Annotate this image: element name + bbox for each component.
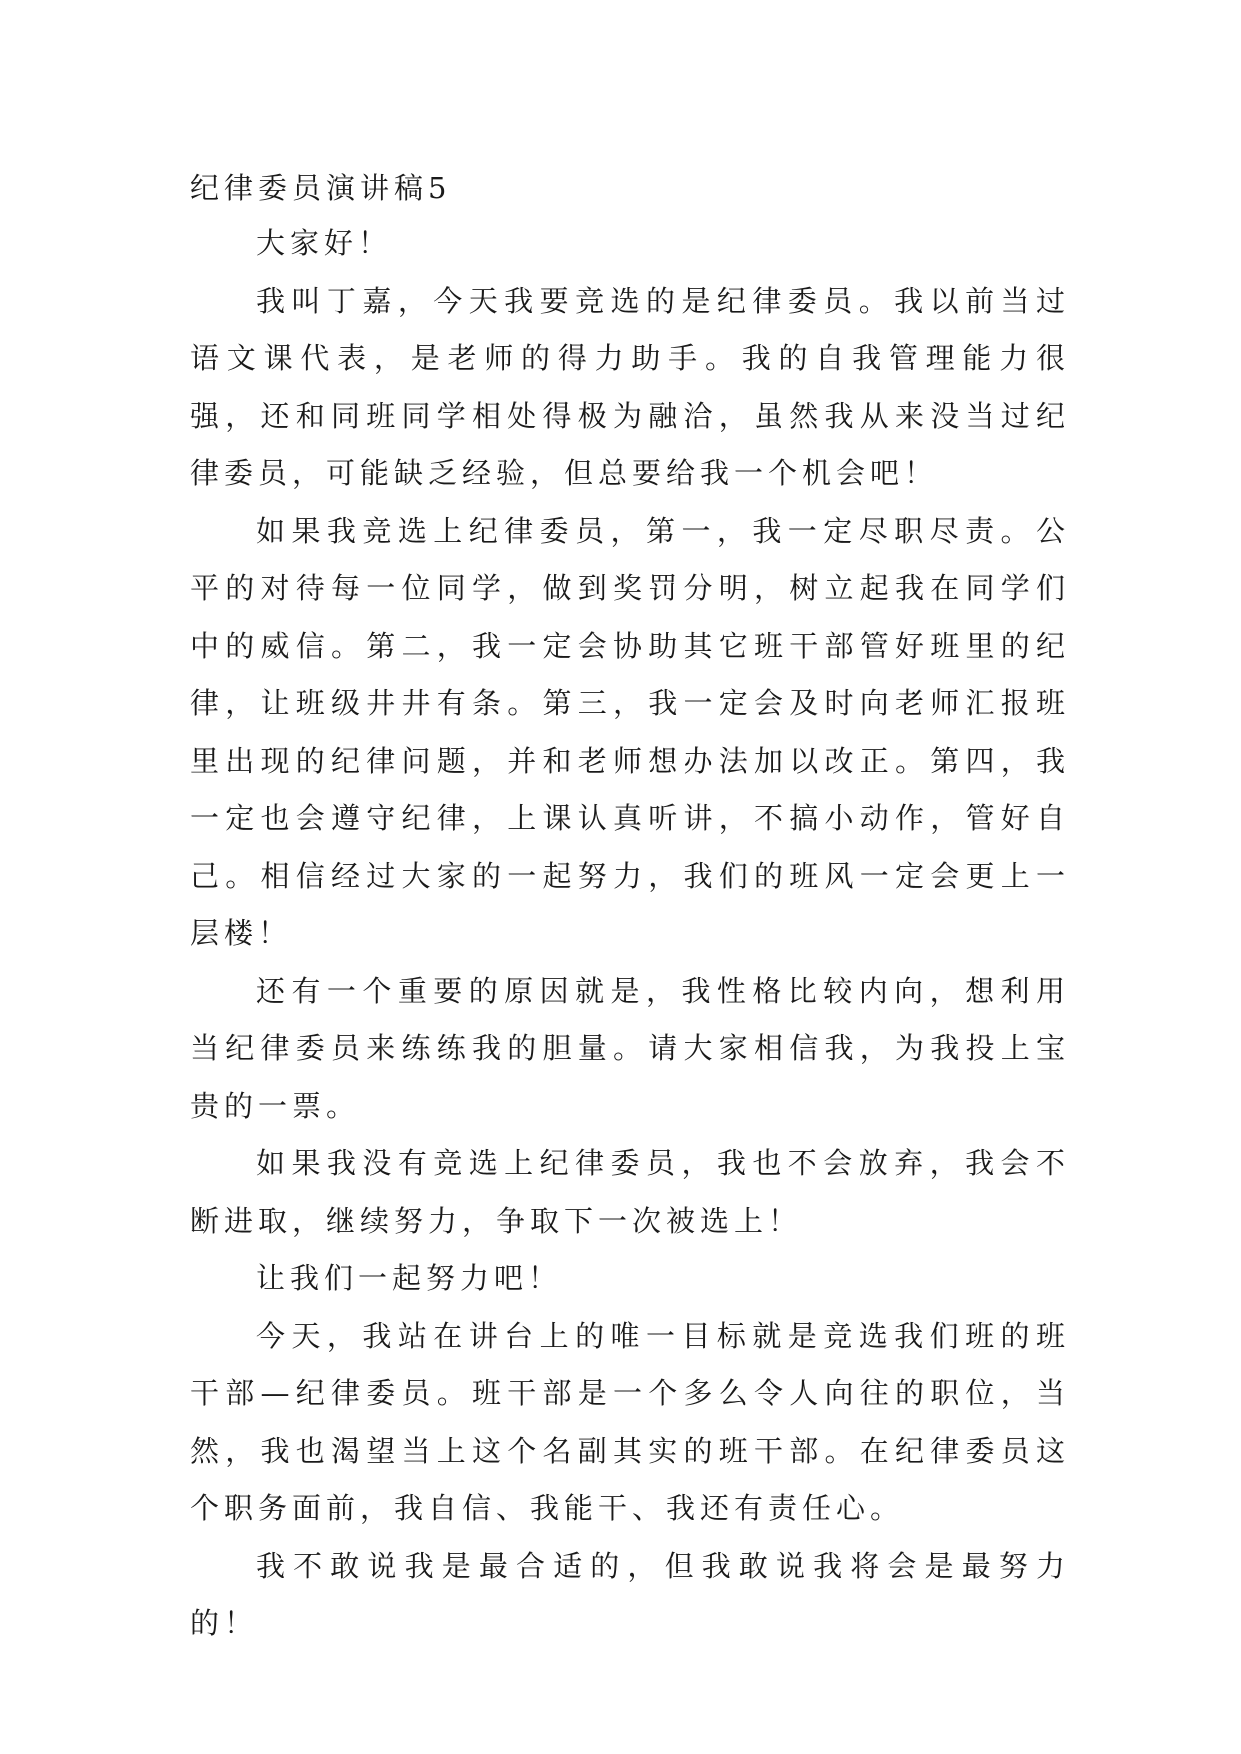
document-body bbox=[190, 165, 1070, 1653]
paragraph-goal: 今天，我站在讲台上的唯一目标就是竞选我们班的班干部—纪律委员。班干部是一个多么令人向往的职位，当然，我也渴望当上这个名副其实的班干部。在纪律委员这个职务面前，我自信、我能干、我还有责任心。 bbox=[190, 1318, 1070, 1525]
paragraph-reason: 还有一个重要的原因就是，我性格比较内向，想利用当纪律委员来练练我的胆量。请大家相信我，为我投上宝贵的一票。 bbox=[190, 973, 1070, 1123]
paragraph-introduction: 我叫丁嘉，今天我要竞选的是纪律委员。我以前当过语文课代表，是老师的得力助手。我的自我管理能力很强，还和同班同学相处得极为融洽，虽然我从来没当过纪律委员，可能缺乏经验，但总要给我一个机会吧！ bbox=[190, 283, 1070, 490]
paragraph-closing: 我不敢说我是最合适的，但我敢说我将会是最努力的！ bbox=[190, 1548, 1070, 1640]
document-title: 纪律委员演讲稿5 bbox=[190, 171, 452, 205]
paragraph-promises: 如果我竞选上纪律委员，第一，我一定尽职尽责。公平的对待每一位同学，做到奖罚分明，树立起我在同学们中的威信。第二，我一定会协助其它班干部管好班里的纪律，让班级井井有条。第三，我一定会及时向老师汇报班里出现的纪律问题，并和老师想办法加以改正。第四，我一定也会遵守纪律，上课认真听讲，不搞小动作，管好自己。相信经过大家的一起努力，我们的班风一定会更上一层楼！ bbox=[190, 513, 1070, 950]
paragraph-greeting: 大家好！ bbox=[256, 226, 393, 260]
paragraph-if-not-elected: 如果我没有竞选上纪律委员，我也不会放弃，我会不断进取，继续努力，争取下一次被选上！ bbox=[190, 1146, 1070, 1238]
paragraph-call-to-action: 让我们一起努力吧！ bbox=[256, 1261, 563, 1295]
